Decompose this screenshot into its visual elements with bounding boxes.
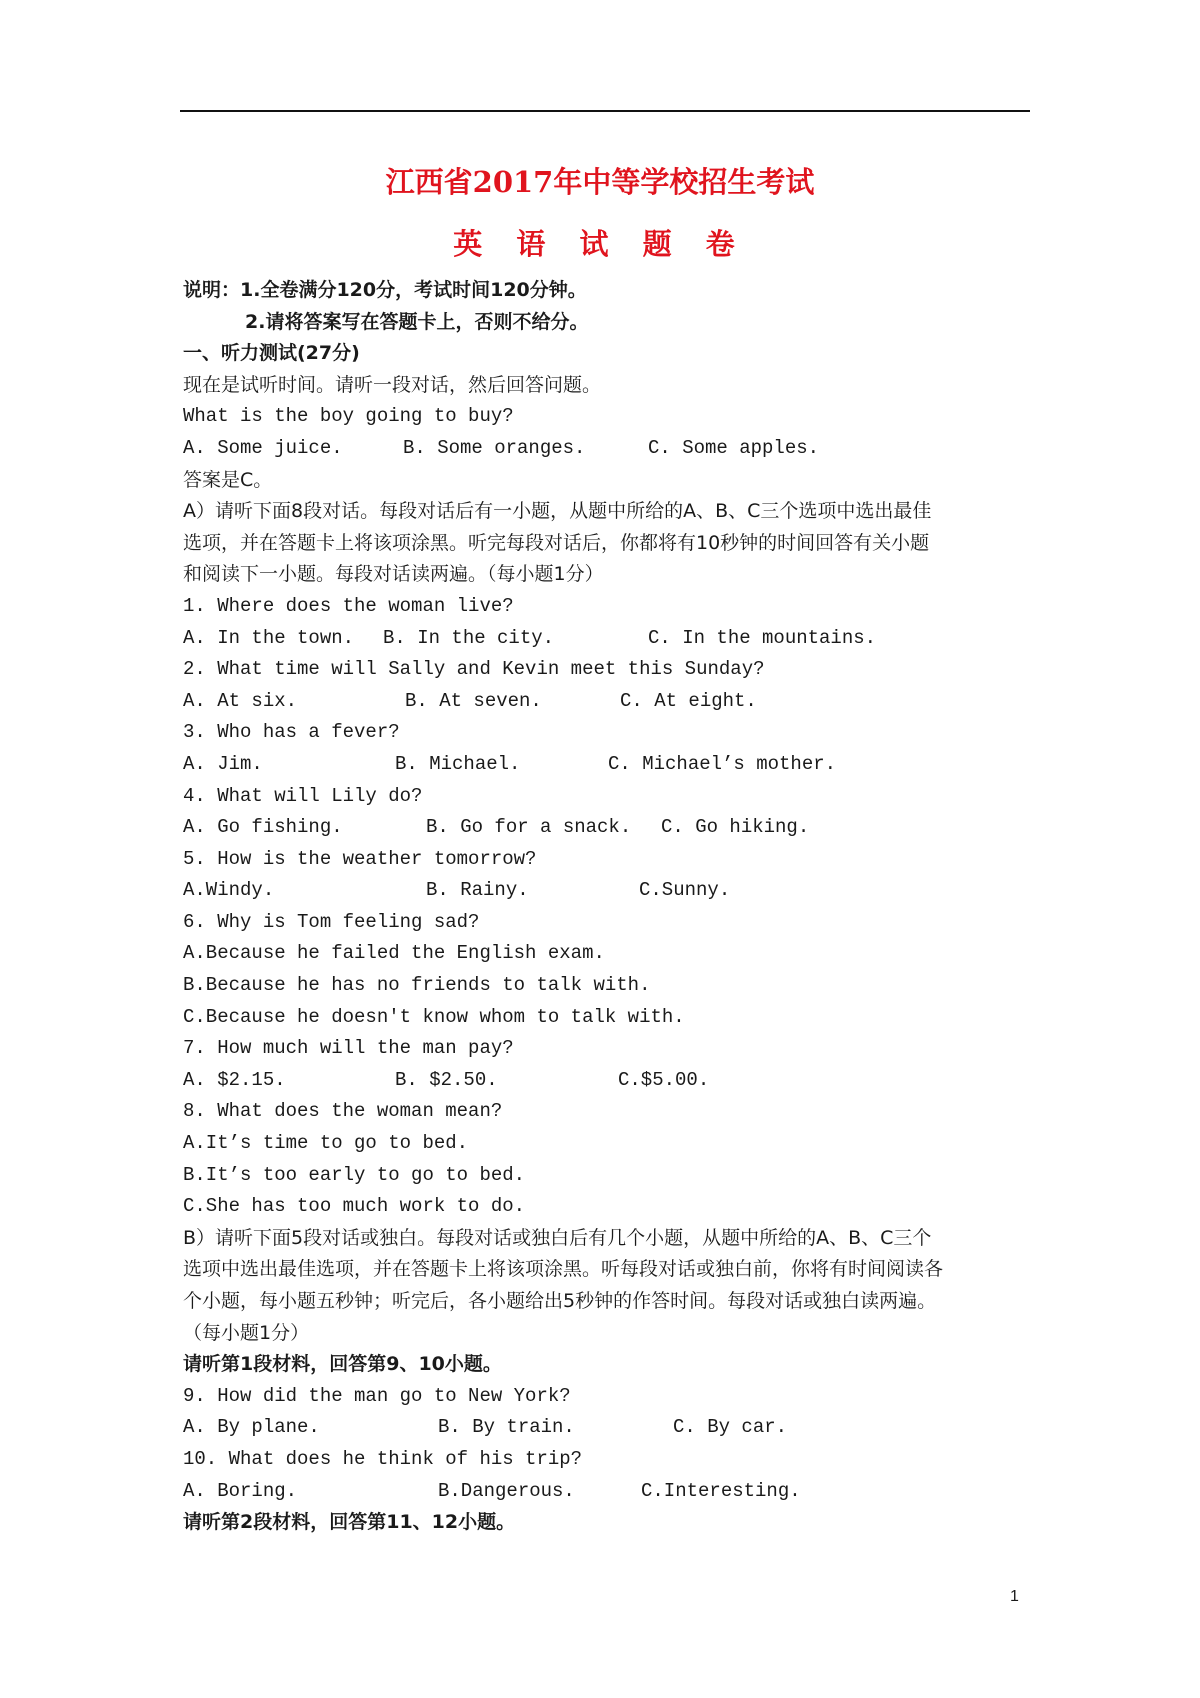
trial-intro: 现在是试听时间。请听一段对话，然后回答问题。 [183,373,602,396]
question-10: 10. What does he think of his trip? [183,1447,583,1470]
option-a: A. At six. [183,689,298,712]
option-b: B. By train. [438,1416,575,1439]
question-5: 5. How is the weather tomorrow? [183,847,537,870]
question-5-options [183,875,1033,907]
partB-instructions-2: 选项中选出最佳选项，并在答题卡上将该项涂黑。听每段对话或独白前，你将有时间阅读各 [183,1258,944,1281]
option-a: A. Boring. [183,1479,298,1502]
option-a: A. By plane. [183,1416,320,1439]
option-c: C. At eight. [620,689,757,712]
section-heading: 一、听力测试(27分) [183,342,360,365]
partB-instructions-1: B）请听下面5段对话或独白。每段对话或独白后有几个小题，从题中所给的A、B、C三个 [183,1226,932,1249]
option-a: A. Jim. [183,752,263,775]
question-9: 9. How did the man go to New York? [183,1384,571,1407]
trial-options [183,433,1033,465]
material-1-heading: 请听第1段材料，回答第9、10小题。 [183,1353,502,1376]
partA-instructions-2: 选项，并在答题卡上将该项涂黑。听完每段对话后，你都将有10秒钟的时间回答有关小题 [183,531,930,554]
question-8: 8. What does the woman mean? [183,1100,503,1123]
option-a: A.Windy. [183,879,275,902]
option-b: B. Some oranges. [403,436,586,459]
trial-answer: 答案是C。 [183,468,273,491]
partA-instructions-3: 和阅读下一小题。每段对话读两遍。（每小题1分） [183,563,604,586]
question-6-option-b: B.Because he has no friends to talk with. [183,974,651,997]
question-4: 4. What will Lily do? [183,784,423,807]
option-b: B. At seven. [405,689,542,712]
exam-subtitle: 英 语 试 题 卷 [453,227,747,261]
option-b: B. In the city. [383,626,555,649]
option-a: A. $2.15. [183,1068,286,1091]
option-a: A. In the town. [183,626,355,649]
partB-instructions-4: （每小题1分） [183,1321,310,1344]
question-1-options [183,623,1033,655]
option-b: B. Go for a snack. [426,816,632,839]
question-1: 1. Where does the woman live? [183,594,514,617]
option-b: B. Michael. [395,752,521,775]
option-b: B. Rainy. [426,879,529,902]
question-3-options [183,749,1033,781]
option-c: C. Michael’s mother. [608,752,837,775]
question-6: 6. Why is Tom feeling sad? [183,910,480,933]
option-c: C. In the mountains. [648,626,877,649]
question-4-options [183,812,1033,844]
option-c: C.Interesting. [641,1479,801,1502]
option-b: B.Dangerous. [438,1479,575,1502]
question-9-options [183,1412,1033,1444]
question-3: 3. Who has a fever? [183,721,400,744]
question-6-option-a: A.Because he failed the English exam. [183,942,605,965]
material-2-heading: 请听第2段材料，回答第11、12小题。 [183,1511,516,1534]
option-a: A. Some juice. [183,436,343,459]
question-10-options [183,1476,1033,1508]
option-c: C. Go hiking. [661,816,810,839]
question-8-option-a: A.It’s time to go to bed. [183,1132,469,1155]
question-8-option-b: B.It’s too early to go to bed. [183,1163,526,1186]
exam-content [183,275,1033,1539]
exam-title: 江西省2017年中等学校招生考试 [385,165,815,199]
question-8-option-c: C.She has too much work to do. [183,1195,526,1218]
option-c: C.Sunny. [639,879,731,902]
partA-instructions-1: A）请听下面8段对话。每段对话后有一小题，从题中所给的A、B、C三个选项中选出最佳 [183,500,932,523]
question-2-options [183,686,1033,718]
question-6-option-c: C.Because he doesn't know whom to talk with. [183,1005,685,1028]
option-c: C.$5.00. [618,1068,710,1091]
page-number: 1 [1010,1588,1019,1605]
option-b: B. $2.50. [395,1068,498,1091]
instructions-line-1: 说明：1.全卷满分120分，考试时间120分钟。 [183,279,587,301]
instructions-line-2: 2.请将答案写在答题卡上，否则不给分。 [245,310,589,333]
partB-instructions-3: 个小题，每小题五秒钟；听完后，各小题给出5秒钟的作答时间。每段对话或独白读两遍。 [183,1290,937,1312]
question-7: 7. How much will the man pay? [183,1037,514,1060]
question-2: 2. What time will Sally and Kevin meet this Sunday? [183,658,765,681]
option-a: A. Go fishing. [183,816,343,839]
trial-question: What is the boy going to buy? [183,405,514,428]
header-rule [180,110,1030,112]
option-c: C. By car. [673,1416,788,1439]
question-7-options [183,1065,1033,1097]
option-c: C. Some apples. [648,436,820,459]
